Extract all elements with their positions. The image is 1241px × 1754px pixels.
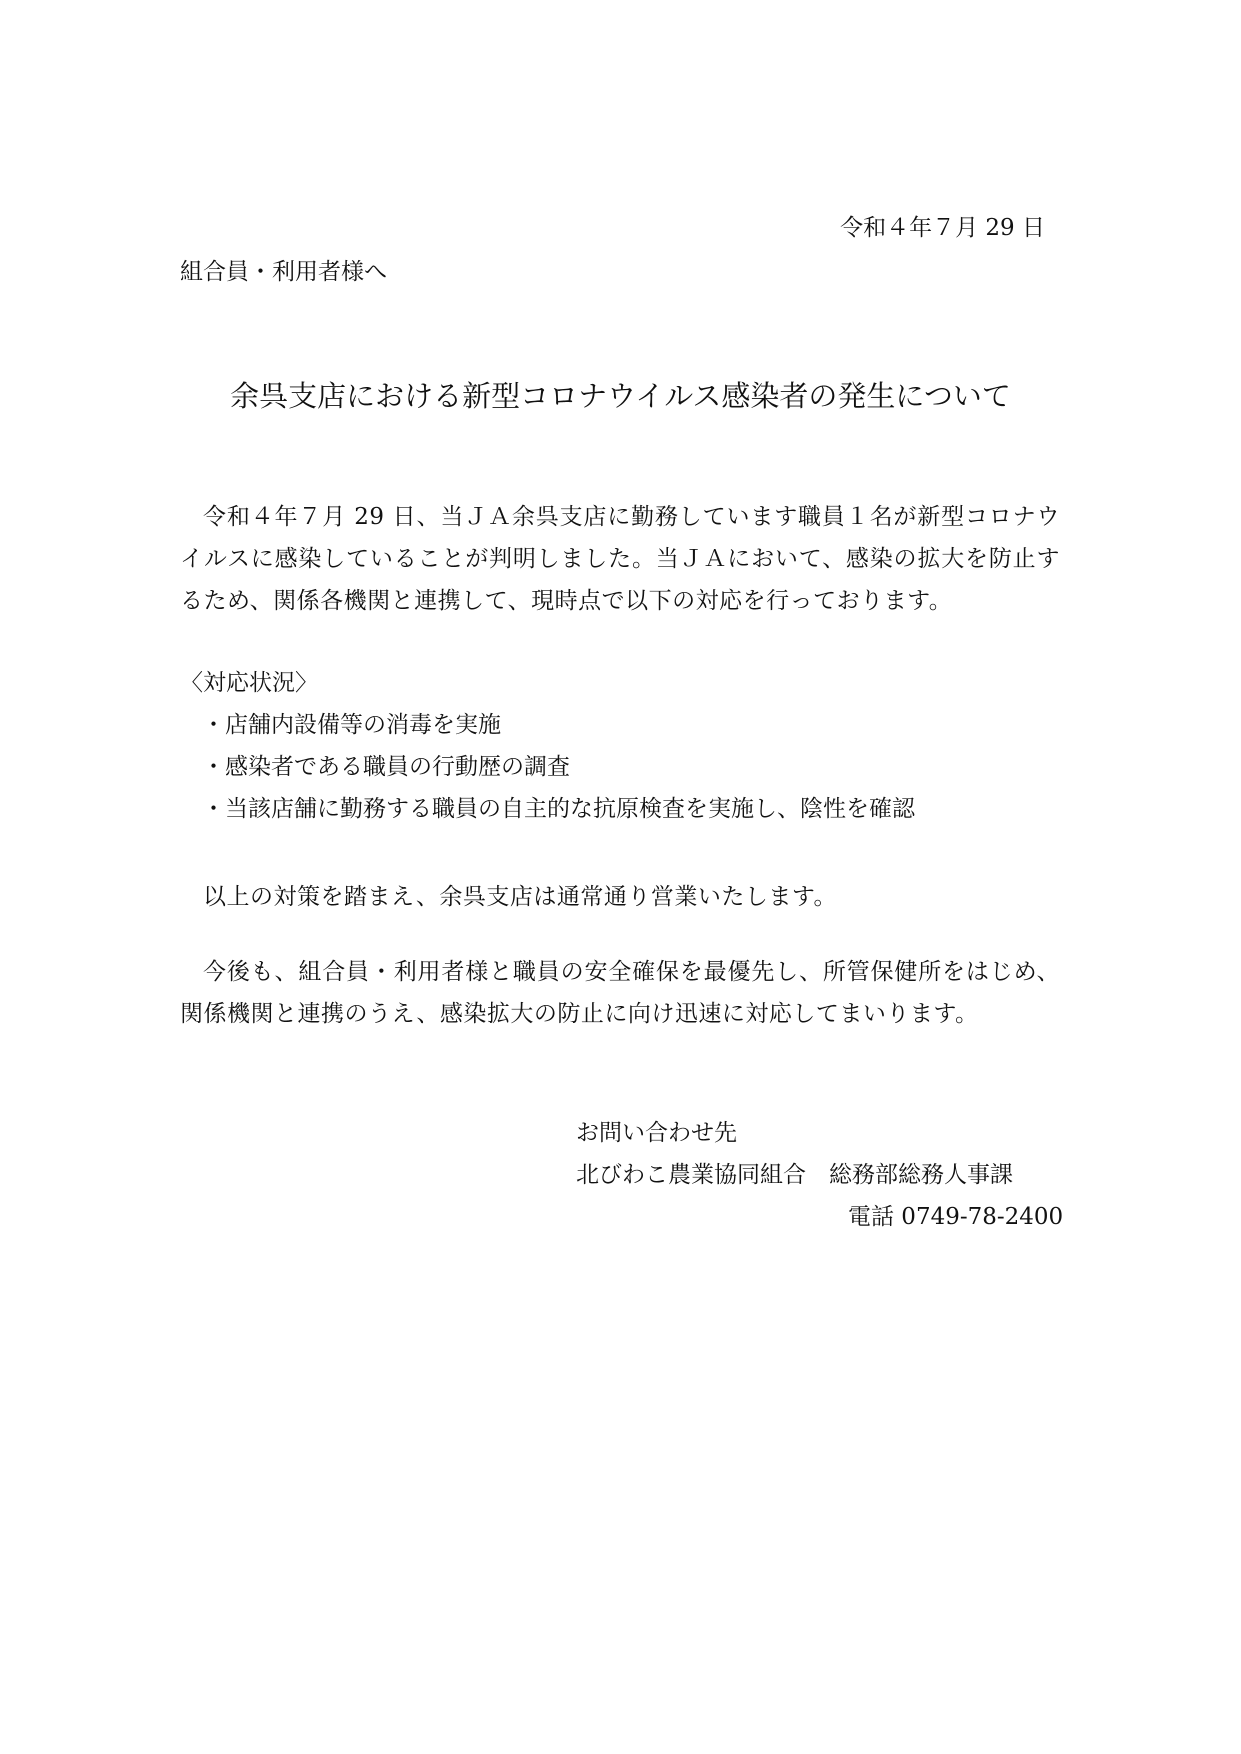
addressee: 組合員・利用者様へ bbox=[180, 259, 387, 285]
paragraph-future-policy: 今後も、組合員・利用者様と職員の安全確保を最優先し、所管保健所をはじめ、関係機関と連携のうえ、感染拡大の防止に向け迅速に対応してまいります。 bbox=[180, 959, 1060, 1027]
status-item-disinfection: ・店舗内設備等の消毒を実施 bbox=[202, 712, 501, 738]
contact-organization: 北びわこ農業協同組合 総務部総務人事課 bbox=[576, 1162, 1013, 1188]
response-status-section bbox=[180, 662, 915, 830]
document-title: 余呉支店における新型コロナウイルス感染者の発生について bbox=[230, 379, 1011, 413]
body-section-3 bbox=[180, 951, 1060, 1035]
status-heading: 〈対応状況〉 bbox=[180, 670, 318, 696]
contact-heading: お問い合わせ先 bbox=[576, 1120, 737, 1146]
contact-phone: 電話 0749-78-2400 bbox=[848, 1204, 1064, 1230]
status-item-investigation: ・感染者である職員の行動歴の調査 bbox=[202, 754, 570, 780]
body-section-1 bbox=[180, 496, 1060, 622]
paragraph-announcement: 令和４年７月 29 日、当ＪＡ余呉支店に勤務しています職員１名が新型コロナウイルスに感染していることが判明しました。当ＪＡにおいて、感染の拡大を防止するため、関係各機関と連携して、現時点で以下の対応を行っております。 bbox=[180, 504, 1060, 614]
body-section-2 bbox=[180, 876, 1060, 918]
contact-block bbox=[576, 1112, 1063, 1238]
status-item-antigen-test: ・当該店舗に勤務する職員の自主的な抗原検査を実施し、陰性を確認 bbox=[202, 796, 915, 822]
status-list bbox=[180, 704, 915, 830]
paragraph-business-status: 以上の対策を踏まえ、余呉支店は通常通り営業いたします。 bbox=[203, 884, 838, 910]
document-date: 令和４年７月 29 日 bbox=[840, 215, 1045, 241]
